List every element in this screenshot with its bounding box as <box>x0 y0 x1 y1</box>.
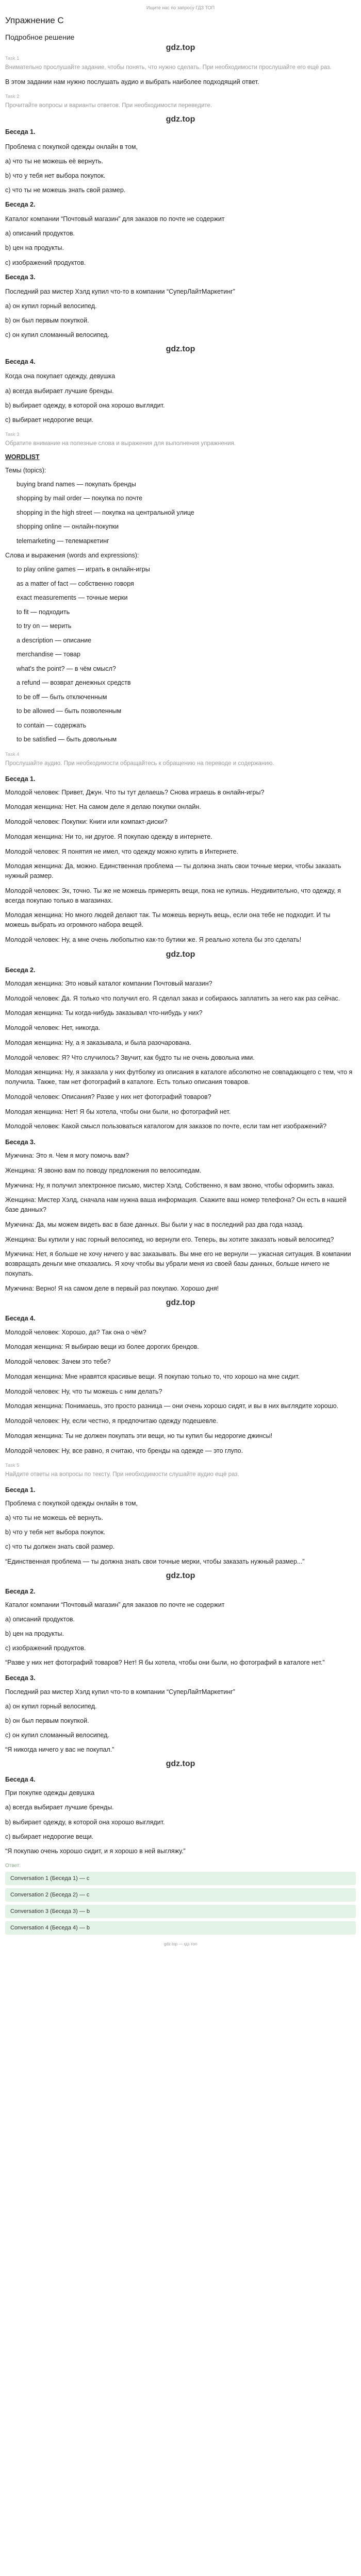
answer-label: Ответ: <box>5 1862 21 1869</box>
text-line: Молодая женщина: Ты не должен покупать эти вещи, но ты купил бы недорогие джинсы! <box>5 1432 273 1439</box>
text-line: а) что ты не можешь её вернуть. <box>5 1514 103 1522</box>
conversation-heading: Беседа 4. <box>5 358 36 366</box>
text-line: Последний раз мистер Хэлд купил что-то в компании “СуперЛайтМаркетинг” <box>5 1688 235 1696</box>
text-line: Молодая женщина: Это новый каталог компании Почтовый магазин? <box>5 979 212 987</box>
conversation-heading: Беседа 3. <box>5 273 36 281</box>
word-item: exact measurements — точные мерки <box>17 594 128 602</box>
topic-item: shopping online — онлайн-покупки <box>17 523 119 531</box>
word-item: a refund — возврат денежных средств <box>17 679 131 687</box>
text-line: При покупке одежды девушка <box>5 1789 95 1797</box>
watermark: gdz.top <box>166 345 195 354</box>
text-line: Молодой человек: Ну, что ты можешь с ним делать? <box>5 1387 162 1395</box>
section-task-1 <box>5 56 356 87</box>
text-line: а) описаний продуктов. <box>5 1615 75 1623</box>
section-task-2 <box>5 94 356 425</box>
text-line: Мужчина: Нет, я больше не хочу ничего у вас заказывать. Вы мне его не вернули — ужасная ситуация. В компании возвращать деньги мне отказались. Я хочу чтобы вы убрали меня из своей базы данных, больше ничего не покупать. <box>5 1250 351 1277</box>
text-line: b) выбирает одежду, в которой она хорошо выглядит. <box>5 1818 165 1826</box>
answer-row: Conversation 2 (Беседа 2) — c <box>5 1888 356 1902</box>
text-line: c) он купил сломанный велосипед. <box>5 1731 109 1739</box>
word-item: to be satisfied — быть довольным <box>17 736 117 743</box>
option-b: b) что у тебя нет выбора покупок. <box>5 172 106 179</box>
answer-row: Conversation 3 (Беседа 3) — b <box>5 1905 356 1918</box>
topic-item: shopping by mail order — покупка по почте <box>17 495 143 502</box>
option-b: b) выбирает одежду, в которой она хорошо выглядит. <box>5 401 165 409</box>
text-line: Молодая женщина: Мне нравятся красивые вещи. Я покупаю только то, что хорошо на мне сидит. <box>5 1372 300 1380</box>
words-heading: Слова и выражения (words and expressions): <box>5 552 139 560</box>
instruction: Внимательно прослушайте задание, чтобы понять, что нужно сделать. При необходимости прослушайте его ещё раз. <box>5 64 332 71</box>
conversation-heading: Беседа 2. <box>5 201 36 209</box>
text-line: Последний раз мистер Хэлд купил что-то в компании “СуперЛайтМаркетинг” <box>5 287 235 295</box>
text-line: Молодой человек: Ну, а мне очень любопытно как-то бутики же. Я реально хотела бы это сделать! <box>5 936 302 943</box>
word-item: what's the point? — в чём смысл? <box>17 665 116 672</box>
text-line: Молодой человек: Ну, все равно, я считаю, что бренды на одежде — это глупо. <box>5 1447 243 1454</box>
text-line: Когда она покупает одежду, девушка <box>5 372 116 380</box>
transcript-list <box>5 774 356 1456</box>
text-line: Мужчина: Ну, я получил электронное письмо, мистер Хэлд. Собственно, я вам звоню, чтобы оформить заказ. <box>5 1181 335 1189</box>
text-line: b) цен на продукты. <box>5 1630 64 1638</box>
text-line: Мужчина: Это я. Чем я могу помочь вам? <box>5 1152 129 1160</box>
conversation-heading: Беседа 4. <box>5 1776 36 1784</box>
text-line: Молодая женщина: Ну, я заказала у них футболку из описания в каталоге абсолютно не совпадающего с тем, что я получила. Также, там нет фотографий в каталоге. Есть только описания товаров. <box>5 1069 353 1086</box>
evidence-list <box>5 1485 356 1856</box>
text-line: Проблема с покупкой одежды онлайн в том, <box>5 1500 138 1507</box>
top-note: Ищите нас по запросу ГДЗ ТОП <box>146 5 215 10</box>
text-line: b) он был первым покупкой. <box>5 1717 89 1724</box>
text-line: Проблема с покупкой одежды онлайн в том, <box>5 143 138 150</box>
text-line: Каталог компании “Почтовый магазин” для заказов по почте не содержит <box>5 215 225 223</box>
text-line: “Разве у них нет фотографий товаров? Нет! Я бы хотела, чтобы они были, но фотографий в каталоге нет.” <box>5 1659 325 1667</box>
text-line: Мужчина: Верно! Я на самом деле в первый раз покупаю. Хорошо дня! <box>5 1284 219 1292</box>
topic-item: shopping in the high street — покупка на центральной улице <box>17 509 194 516</box>
instruction: Обратите внимание на полезные слова и выражения для выполнения упражнения. <box>5 440 236 447</box>
text-line: Молодая женщина: Ни то, ни другое. Я покупаю одежду в интернете. <box>5 833 212 840</box>
watermark: gdz.top <box>166 1571 195 1580</box>
text-line: а) всегда выбирает лучшие бренды. <box>5 1804 114 1811</box>
text-line: Молодой человек: Хорошо, да? Так она о чём? <box>5 1328 146 1336</box>
word-item: to contain — содержать <box>17 721 87 729</box>
text-line: Молодой человек: Эх, точно. Ты же не можешь примерять вещи, пока не купишь. Неудивительно, что одежду, я всегда покупаю только в магазинах. <box>5 887 341 904</box>
instruction: Прочитайте вопросы и варианты ответов. При необходимости переведите. <box>5 102 212 109</box>
watermark: gdz.top <box>166 1298 195 1308</box>
option-b: b) цен на продукты. <box>5 244 64 252</box>
footer: gdz.top — гдз топ <box>163 1941 198 1946</box>
watermark: gdz.top <box>166 43 195 52</box>
text-line: В этом задании нам нужно послушать аудио и выбрать наиболее подходящий ответ. <box>5 78 259 86</box>
option-a: а) описаний продуктов. <box>5 230 75 238</box>
text-line: Молодая женщина: Нет! Я бы хотела, чтобы они были, но фотографий нет. <box>5 1108 231 1115</box>
text-line: Молодой человек: Какой смысл пользоваться каталогом для заказов по почте, если там нет изображений? <box>5 1123 327 1130</box>
step-label: Task 2 <box>5 93 20 99</box>
text-line: Молодая женщина: Я выбираю вещи из более дорогих брендов. <box>5 1343 199 1351</box>
text-line: Молодой человек: Я понятия не имел, что одежду можно купить в Интернете. <box>5 848 238 855</box>
topic-item: buying brand names — покупать бренды <box>17 480 136 488</box>
watermark: gdz.top <box>166 950 195 959</box>
text-line: Молодой человек: Зачем это тебе? <box>5 1358 111 1366</box>
option-a: а) он купил горный велосипед. <box>5 302 97 310</box>
text-line: Каталог компании “Почтовый магазин” для заказов по почте не содержит <box>5 1601 225 1608</box>
option-a: а) что ты не можешь её вернуть. <box>5 157 103 165</box>
conversation-heading: Беседа 4. <box>5 1315 36 1323</box>
step-label: Task 4 <box>5 751 20 757</box>
word-item: a description — описание <box>17 636 92 644</box>
option-a: a) всегда выбирает лучшие бренды. <box>5 387 114 395</box>
watermark: gdz.top <box>166 115 195 124</box>
answer-row: Conversation 1 (Беседа 1) — c <box>5 1872 356 1885</box>
text-line: c) изображений продуктов. <box>5 1645 86 1652</box>
text-line: Женщина: Мистер Хэлд, сначала нам нужна ваша информация. Скажите ваш номер телефона? Он есть в нашей базе данных? <box>5 1196 347 1214</box>
conversation-heading: Беседа 3. <box>5 1139 36 1146</box>
option-c: c) он купил сломанный велосипед. <box>5 331 109 339</box>
word-item: to fit — подходить <box>17 608 70 616</box>
option-c: c) выбирает недорогие вещи. <box>5 416 94 423</box>
text-line: Молодая женщина: Ты когда-нибудь заказывал что-нибудь у них? <box>5 1009 203 1017</box>
text-line: Молодая женщина: Ну, а я заказывала, и была разочарована. <box>5 1039 191 1046</box>
conversation-heading: Беседа 2. <box>5 966 36 974</box>
text-line: Молодая женщина: Нет. На самом деле я делаю покупки онлайн. <box>5 803 201 811</box>
text-line: c) выбирает недорогие вещи. <box>5 1833 94 1840</box>
text-line: c) что ты должен знать свой размер. <box>5 1543 115 1551</box>
conversation-heading: Беседа 1. <box>5 775 36 783</box>
page-subtitle: Подробное решение <box>5 33 75 41</box>
text-line: b) что у тебя нет выбора покупок. <box>5 1529 106 1536</box>
text-line: а) он купил горный велосипед. <box>5 1702 97 1710</box>
instruction: Прослушайте аудио. При необходимости обращайтесь к обращению на переводе и содержанию. <box>5 760 274 767</box>
word-item: merchandise — товар <box>17 651 80 658</box>
answer-section <box>5 1863 356 1935</box>
watermark: gdz.top <box>166 1759 195 1769</box>
step-label: Task 3 <box>5 431 20 437</box>
step-label: Task 1 <box>5 56 20 61</box>
text-line: “Я покупаю очень хорошо сидит, и я хорошо в ней выгляжу.” <box>5 1847 186 1855</box>
word-item: to play online games — играть в онлайн-игры <box>17 566 150 573</box>
conversation-heading: Беседа 3. <box>5 1674 36 1682</box>
text-line: Молодой человек: Да. Я только что получил его. Я сделал заказ и собираюсь заплатить за него как раз сейчас. <box>5 994 340 1002</box>
text-line: Молодая женщина: Да, можно. Единственная проблема — ты должна знать свои точные мерки, чтобы заказать нужный размер. <box>5 862 341 880</box>
wordlist-link[interactable]: WORDLIST <box>5 453 40 461</box>
text-line: Молодой человек: Привет, Джун. Что ты тут делаешь? Снова играешь в онлайн-игры? <box>5 788 265 796</box>
instruction: Найдите ответы на вопросы по тексту. При необходимости слушайте аудио ещё раз. <box>5 1471 239 1478</box>
text-line: Молодая женщина: Но много людей делают так. Ты можешь вернуть вещь, если она тебе не подходит. И ты можешь выбрать из огромного набора вещей. <box>5 911 331 929</box>
option-c: c) что ты не можешь знать свой размер. <box>5 186 126 194</box>
text-line: Молодой человек: Нет, никогда. <box>5 1024 101 1032</box>
text-line: Молодой человек: Описания? Разве у них нет фотографий товаров? <box>5 1093 211 1100</box>
text-line: Женщина: Вы купили у нас горный велосипед, но вернули его. Теперь, вы хотите заказать новый велосипед? <box>5 1235 334 1243</box>
section-task-5 <box>5 1463 356 1856</box>
word-item: as a matter of fact — собственно говоря <box>17 580 134 587</box>
step-label: Task 5 <box>5 1463 20 1469</box>
section-task-3 <box>5 432 356 744</box>
conversation-heading: Беседа 2. <box>5 1587 36 1595</box>
conversation-heading: Беседа 1. <box>5 1486 36 1494</box>
conversation-heading: Беседа 1. <box>5 128 36 136</box>
option-c: c) изображений продуктов. <box>5 259 86 266</box>
text-line: Молодая женщина: Понимаешь, это просто разница — они очень хорошо сидят, и вы в них выглядите хорошо. <box>5 1402 339 1410</box>
text-line: “Я никогда ничего у вас не покупал.” <box>5 1746 114 1754</box>
text-line: Женщина: Я звоню вам по поводу предложения по велосипедам. <box>5 1166 202 1174</box>
text-line: Мужчина: Да, мы можем видеть вас в базе данных. Вы были у нас в последний раз два года назад. <box>5 1221 304 1228</box>
text-line: Молодой человек: Я? Что случилось? Звучит, как будто ты не очень довольна ими. <box>5 1054 255 1061</box>
text-line: Молодой человек: Покупки: Книги или компакт-диски? <box>5 818 168 826</box>
option-b: b) он был первым покупкой. <box>5 317 89 325</box>
topics-heading: Темы (topics): <box>5 466 46 474</box>
text-line: Молодой человек: Ну, если честно, я предпочитаю одежду подешевле. <box>5 1417 218 1425</box>
word-item: to be allowed — быть позволенным <box>17 707 122 715</box>
page <box>5 0 356 1946</box>
topic-item: telemarketing — телемаркетинг <box>17 537 109 545</box>
section-task-4 <box>5 752 356 1455</box>
text-line: “Единственная проблема — ты должна знать свои точные мерки, чтобы заказать нужный размер...” <box>5 1557 305 1565</box>
answer-row: Conversation 4 (Беседа 4) — b <box>5 1921 356 1935</box>
word-item: to be off — быть отключенным <box>17 693 107 701</box>
word-item: to try on — мерить <box>17 622 72 630</box>
page-title: Упражнение C <box>5 15 64 25</box>
